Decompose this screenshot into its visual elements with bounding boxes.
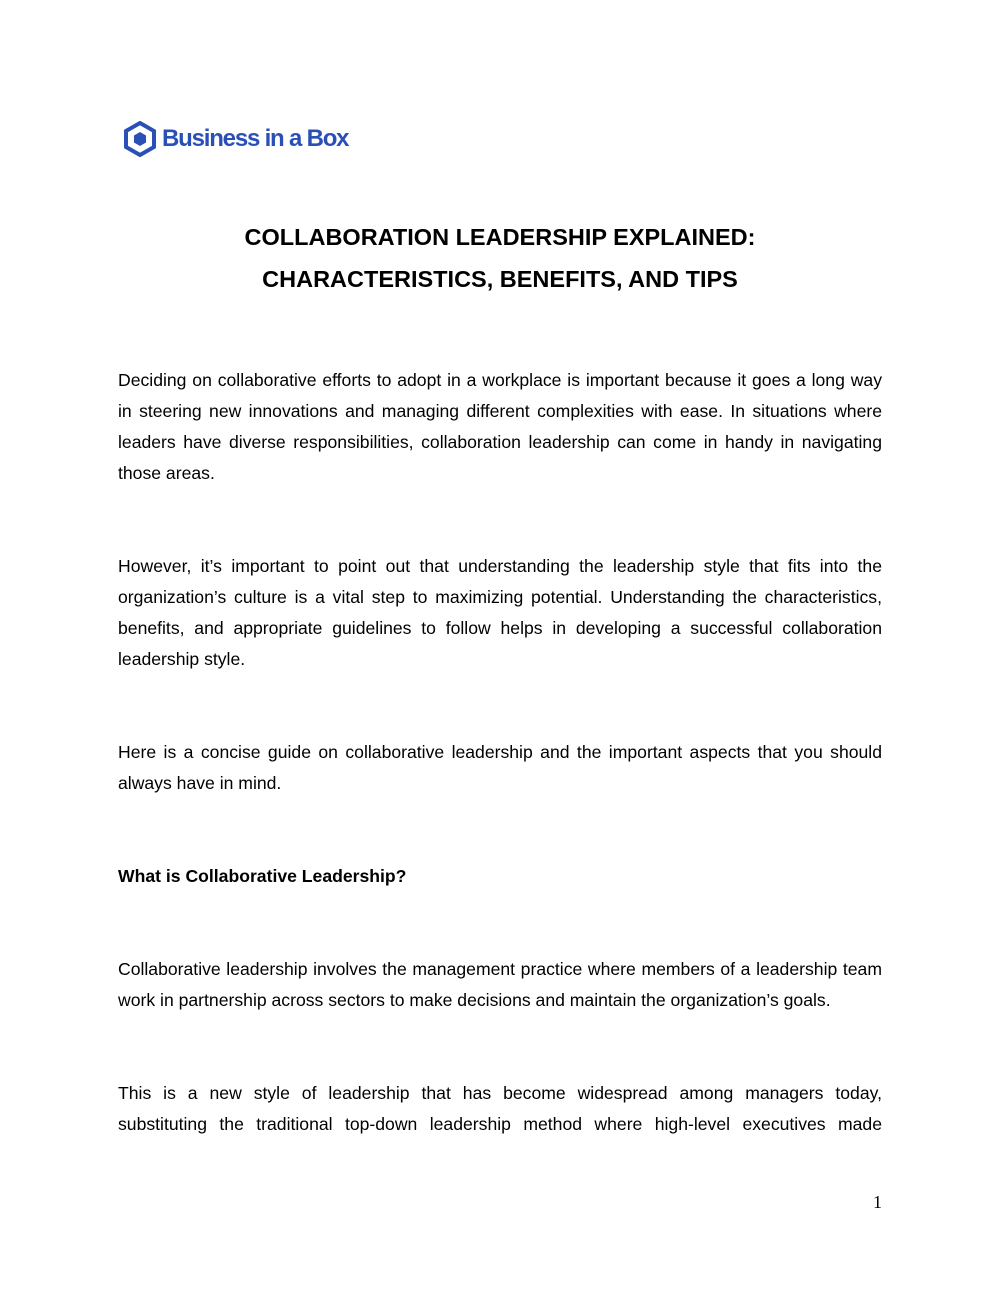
paragraph: Collaborative leadership involves the management practice where members of a leadership team work in partnership across sectors to make decisions and maintain the organization’s goals.	[118, 959, 882, 1010]
paragraph: This is a new style of leadership that has become widespread among managers today, substituting the traditional top-down leadership method where high-level executives made	[118, 1083, 882, 1134]
title-line-2: CHARACTERISTICS, BENEFITS, AND TIPS	[262, 266, 738, 292]
hexagon-logo-icon	[123, 121, 157, 157]
page-number: 1	[873, 1192, 882, 1212]
section-heading: What is Collaborative Leadership?	[118, 866, 407, 886]
business-in-a-box-logo	[123, 121, 348, 157]
paragraph: However, it’s important to point out that understanding the leadership style that fits into the organization’s culture is a vital step to maximizing potential. Understanding the characteristics, benefits, and appropriate guidelines to follow helps in developing a successful collaboration leadership style.	[118, 556, 882, 669]
title-line-1: COLLABORATION LEADERSHIP EXPLAINED:	[244, 224, 756, 250]
logo-text: Business in a Box	[162, 125, 349, 152]
paragraph: Deciding on collaborative efforts to adopt in a workplace is important because it goes a long way in steering new innovations and managing different complexities with ease. In situations where leaders have diverse responsibilities, collaboration leadership can come in handy in navigating those areas.	[118, 370, 882, 483]
paragraph: Here is a concise guide on collaborative leadership and the important aspects that you should always have in mind.	[118, 742, 882, 793]
document-body	[118, 365, 882, 1202]
document-title	[0, 216, 1000, 300]
